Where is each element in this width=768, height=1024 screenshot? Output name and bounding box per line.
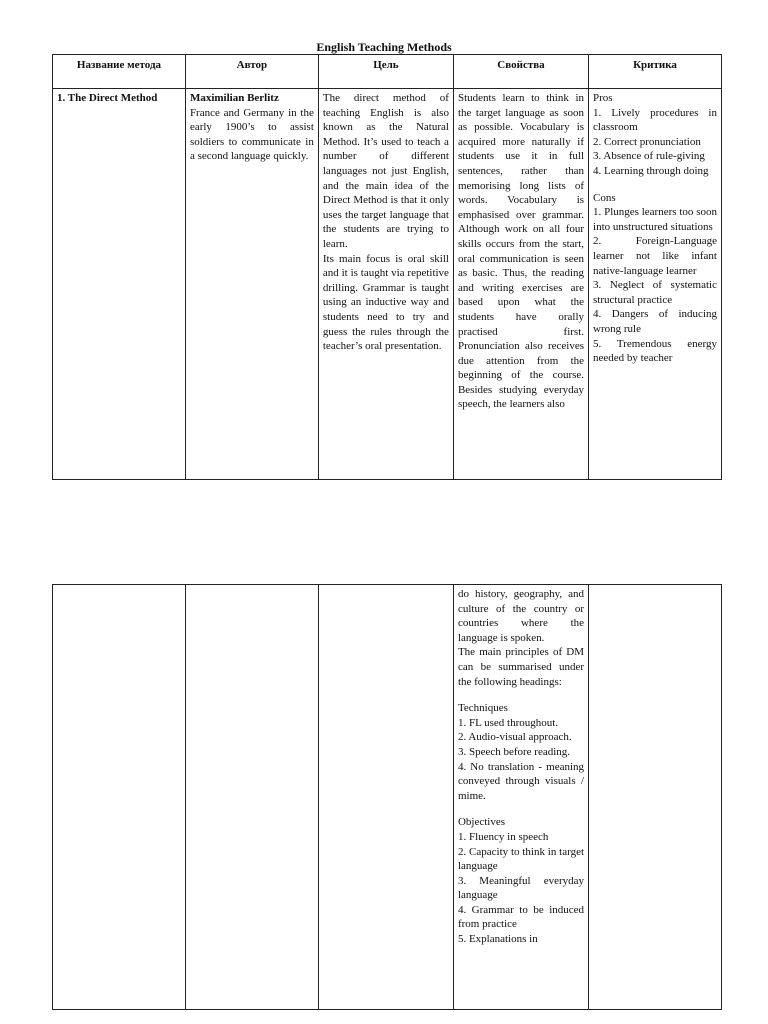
properties-cell bbox=[453, 89, 588, 480]
header-row bbox=[53, 55, 722, 89]
list-item: 4. Dangers of inducing wrong rule bbox=[593, 308, 717, 335]
header-properties: Свойства bbox=[453, 55, 588, 89]
list-item: 4. Learning through doing bbox=[593, 164, 709, 177]
method-name: 1. The Direct Method bbox=[57, 92, 158, 104]
header-goal: Цель bbox=[318, 55, 453, 89]
techniques-label: Techniques bbox=[457, 702, 508, 715]
objectives-label: Objectives bbox=[457, 816, 505, 829]
properties-cell-continued bbox=[453, 585, 588, 1010]
table-row bbox=[53, 89, 722, 480]
list-item: 4. Grammar to be induced from practice bbox=[457, 903, 585, 931]
list-item: 3. Speech before reading. bbox=[457, 745, 571, 758]
list-item: 3. Meaningful everyday language bbox=[457, 874, 585, 902]
goal-cell-empty bbox=[318, 585, 453, 1010]
table-row bbox=[53, 585, 722, 1010]
document-title: English Teaching Methods bbox=[316, 40, 452, 54]
author-description: France and Germany in the early 1900’s to assist soldiers to communicate in a second language quickly. bbox=[189, 106, 314, 163]
critique-cell-empty bbox=[589, 585, 722, 1010]
list-item: 1. FL used throughout. bbox=[457, 716, 559, 729]
list-item: 1. Fluency in speech bbox=[457, 830, 549, 843]
list-item: 4. No translation - meaning conveyed through visuals / mime. bbox=[457, 760, 585, 802]
list-item: 3. Absence of rule-giving bbox=[593, 150, 705, 163]
list-item: 5. Explanations in bbox=[457, 933, 538, 946]
properties-paragraph-2: The main principles of DM can be summarised under the following headings: bbox=[457, 646, 585, 688]
list-item: 2. Foreign-Language learner not like infant native-language learner bbox=[593, 235, 717, 277]
pros-label: Pros bbox=[593, 92, 613, 104]
header-critique: Критика bbox=[589, 55, 722, 89]
cons-label: Cons bbox=[593, 191, 616, 204]
critique-cell bbox=[589, 89, 722, 480]
list-item: 1. Plunges learners too soon into unstructured situations bbox=[593, 206, 717, 233]
methods-table-continued bbox=[52, 584, 722, 1010]
author-cell-empty bbox=[185, 585, 318, 1010]
goal-cell bbox=[318, 89, 453, 480]
header-author: Автор bbox=[185, 55, 318, 89]
header-method: Название метода bbox=[53, 55, 186, 89]
list-item: 2. Capacity to think in target language bbox=[457, 845, 585, 873]
list-item: 2. Correct pronunciation bbox=[593, 135, 701, 148]
goal-paragraph-2: Its main focus is oral skill and it is taught via repetitive drilling. Grammar is taught using an inductive way and students need to try and guess the rules through the teacher’s oral presentation. bbox=[322, 252, 449, 353]
methods-table bbox=[52, 54, 722, 480]
author-cell bbox=[185, 89, 318, 480]
properties-text: Students learn to think in the target language as soon as possible. Vocabulary is acquired more naturally if students use it in full sentences, rather than memorising long lists of words. Vocabulary is emphasised over grammar. Although work on all four skills occurs from the start, oral communication is seen as basic. Thus, the reading and writing exercises are based upon what the students have orally practised first. Pronunciation also receives due attention from the beginning of the course. Besides studying everyday speech, the learners also bbox=[457, 92, 585, 411]
list-item: 1. Lively procedures in classroom bbox=[593, 106, 717, 134]
properties-paragraph-1: do history, geography, and culture of the country or countries where the language is spoken. bbox=[457, 588, 585, 644]
author-name: Maximilian Berlitz bbox=[189, 92, 279, 104]
list-item: 3. Neglect of systematic structural practice bbox=[593, 279, 717, 306]
list-item: 2. Audio-visual approach. bbox=[457, 731, 572, 744]
list-item: 5. Tremendous energy needed by teacher bbox=[593, 337, 717, 365]
goal-paragraph-1: The direct method of teaching English is also known as the Natural Method. It’s used to teach a number of different languages not just English, and the main idea of the Direct Method is that it only uses the target language that the students are trying to learn. bbox=[322, 92, 449, 250]
method-cell-empty bbox=[53, 585, 186, 1010]
method-cell bbox=[53, 89, 186, 480]
